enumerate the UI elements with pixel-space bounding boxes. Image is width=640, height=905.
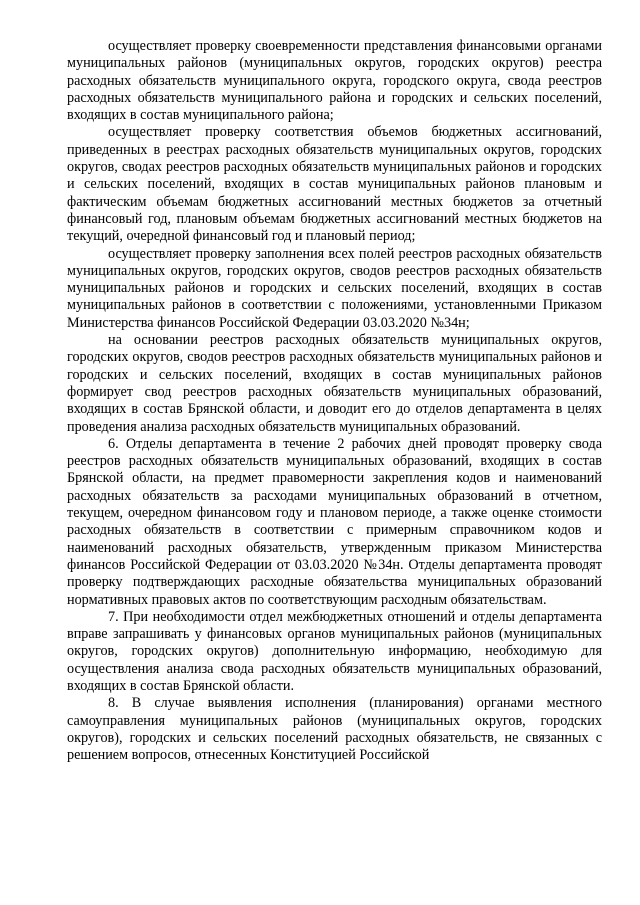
paragraph-submission-check: осуществляет проверку своевременности представления финансовыми органами муниципальных районов (муниципальных округов, городских округов) реестра расходных обязательств муниципального округа, городского округа, свода реестров расходных обязательств муниципального района и городских и сельских поселений, входящих в состав муниципального района; bbox=[67, 38, 602, 124]
paragraph-section-8: 8. В случае выявления исполнения (планирования) органами местного самоуправления муниципальных районов (муниципальных округов, городских округов), городских и сельских поселений расходных обязательств, не связанных с решением вопросов, отнесенных Конституцией Российской bbox=[67, 695, 602, 764]
paragraph-section-7: 7. При необходимости отдел межбюджетных отношений и отделы департамента вправе запрашивать у финансовых органов муниципальных районов (муниципальных округов, городских округов) дополнительную информацию, необходимую для осуществления анализа свода расходных обязательств муниципальных образований, входящих в состав Брянской области. bbox=[67, 608, 602, 694]
paragraph-fields-check: осуществляет проверку заполнения всех полей реестров расходных обязательств муниципальных округов, городских округов, сводов реестров расходных обязательств муниципальных районов и городских и сельских поселений, входящих в состав муниципальных районов в соответствии с положениями, установленными Приказом Министерства финансов Российской Федерации 03.03.2020 №34н; bbox=[67, 245, 602, 331]
paragraph-consolidation: на основании реестров расходных обязательств муниципальных округов, городских округов, сводов реестров расходных обязательств муниципальных районов и городских и сельских поселений, входящих в состав муниципальных районов формирует свод реестров расходных обязательств муниципальных образований, входящих в состав Брянской области, и доводит его до отделов департамента в целях проведения анализа расходных обязательств муниципальных образований. bbox=[67, 332, 602, 435]
paragraph-allocation-check: осуществляет проверку соответствия объемов бюджетных ассигнований, приведенных в реестрах расходных обязательств муниципальных округов, городских округов, сводах реестров расходных обязательств муниципальных районов и городских и сельских поселений, входящих в состав муниципальных районов плановым и фактическим объемам бюджетных ассигнований местных бюджетов за отчетный финансовый год, плановым объемам бюджетных ассигнований местных бюджетов на текущий, очередной финансовый год и плановый период; bbox=[67, 124, 602, 245]
document-page bbox=[67, 38, 602, 764]
paragraph-section-6: 6. Отделы департамента в течение 2 рабочих дней проводят проверку свода реестров расходных обязательств муниципальных образований, входящих в состав Брянской области, на предмет правомерности закрепления кодов и наименований расходных обязательств за расходами муниципальных образований в отчетном, текущем, очередном финансовом году и плановом периоде, а также оценке стоимости расходных обязательств в соответствии с примерным справочником кодов и наименований расходных обязательств, утвержденным приказом Министерства финансов Российской Федерации от 03.03.2020 №34н. Отделы департамента проводят проверку подтверждающих расходные обязательства муниципальных образований нормативных правовых актов по соответствующим расходным обязательствам. bbox=[67, 435, 602, 608]
